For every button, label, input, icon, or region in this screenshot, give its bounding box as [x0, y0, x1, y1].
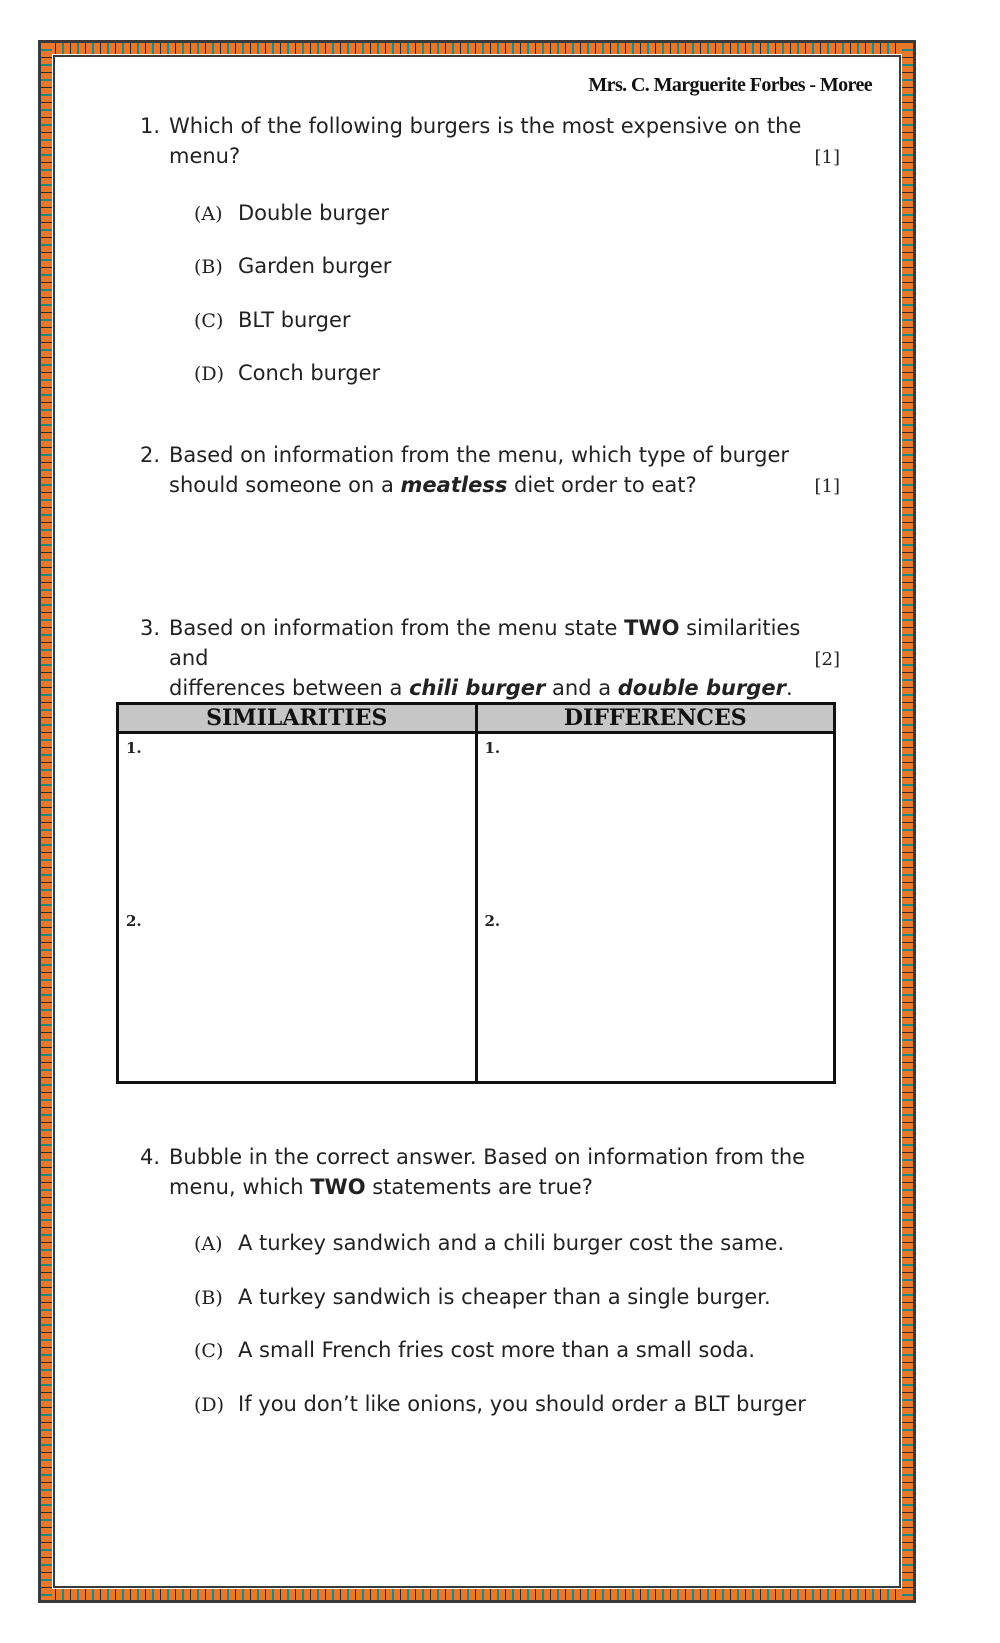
question-text: Bubble in the correct answer. Based on information from the menu, which TWO statements are true? [169, 1145, 806, 1199]
decorative-border-right [902, 43, 913, 1600]
option-d[interactable]: (D) If you don’t like onions, you should order a BLT burger [194, 1392, 806, 1416]
decorative-border-bottom [41, 1589, 913, 1600]
question-number: 1. [140, 114, 161, 138]
question-number: 2. [140, 443, 161, 467]
decorative-border-left [41, 43, 52, 1600]
differences-answer-cell[interactable]: 1. 2. [476, 733, 835, 1083]
option-b[interactable]: (B) A turkey sandwich is cheaper than a single burger. [194, 1285, 771, 1309]
option-c[interactable]: (C) BLT burger [194, 308, 351, 332]
question-text: Based on information from the menu, which type of burger should someone on a meatless diet order to eat? [169, 443, 790, 497]
similarities-header: SIMILARITIES [118, 704, 477, 733]
question-4 [140, 1142, 840, 1202]
question-1 [140, 111, 840, 171]
decorative-border-top [41, 43, 913, 54]
option-b[interactable]: (B) Garden burger [194, 254, 392, 278]
option-c[interactable]: (C) A small French fries cost more than a small soda. [194, 1338, 756, 1362]
similarities-answer-cell[interactable]: 1. 2. [118, 733, 477, 1083]
option-d[interactable]: (D) Conch burger [194, 361, 381, 385]
question-number: 3. [140, 616, 161, 640]
similarities-differences-table [116, 702, 836, 1084]
option-a[interactable]: (A) A turkey sandwich and a chili burger cost the same. [194, 1231, 785, 1255]
marks-label: [2] [814, 649, 840, 670]
marks-label: [1] [814, 147, 840, 168]
option-a[interactable]: (A) Double burger [194, 201, 389, 225]
question-text: Based on information from the menu state TWO similarities and differences between a chili burger and a double burger. [169, 616, 801, 700]
question-3 [140, 613, 840, 703]
differences-header: DIFFERENCES [476, 704, 835, 733]
question-number: 4. [140, 1145, 161, 1169]
question-text: Which of the following burgers is the most expensive on the menu? [169, 114, 802, 168]
marks-label: [1] [814, 476, 840, 497]
author-name: Mrs. C. Marguerite Forbes - Moree [588, 74, 872, 96]
question-2 [140, 440, 840, 500]
